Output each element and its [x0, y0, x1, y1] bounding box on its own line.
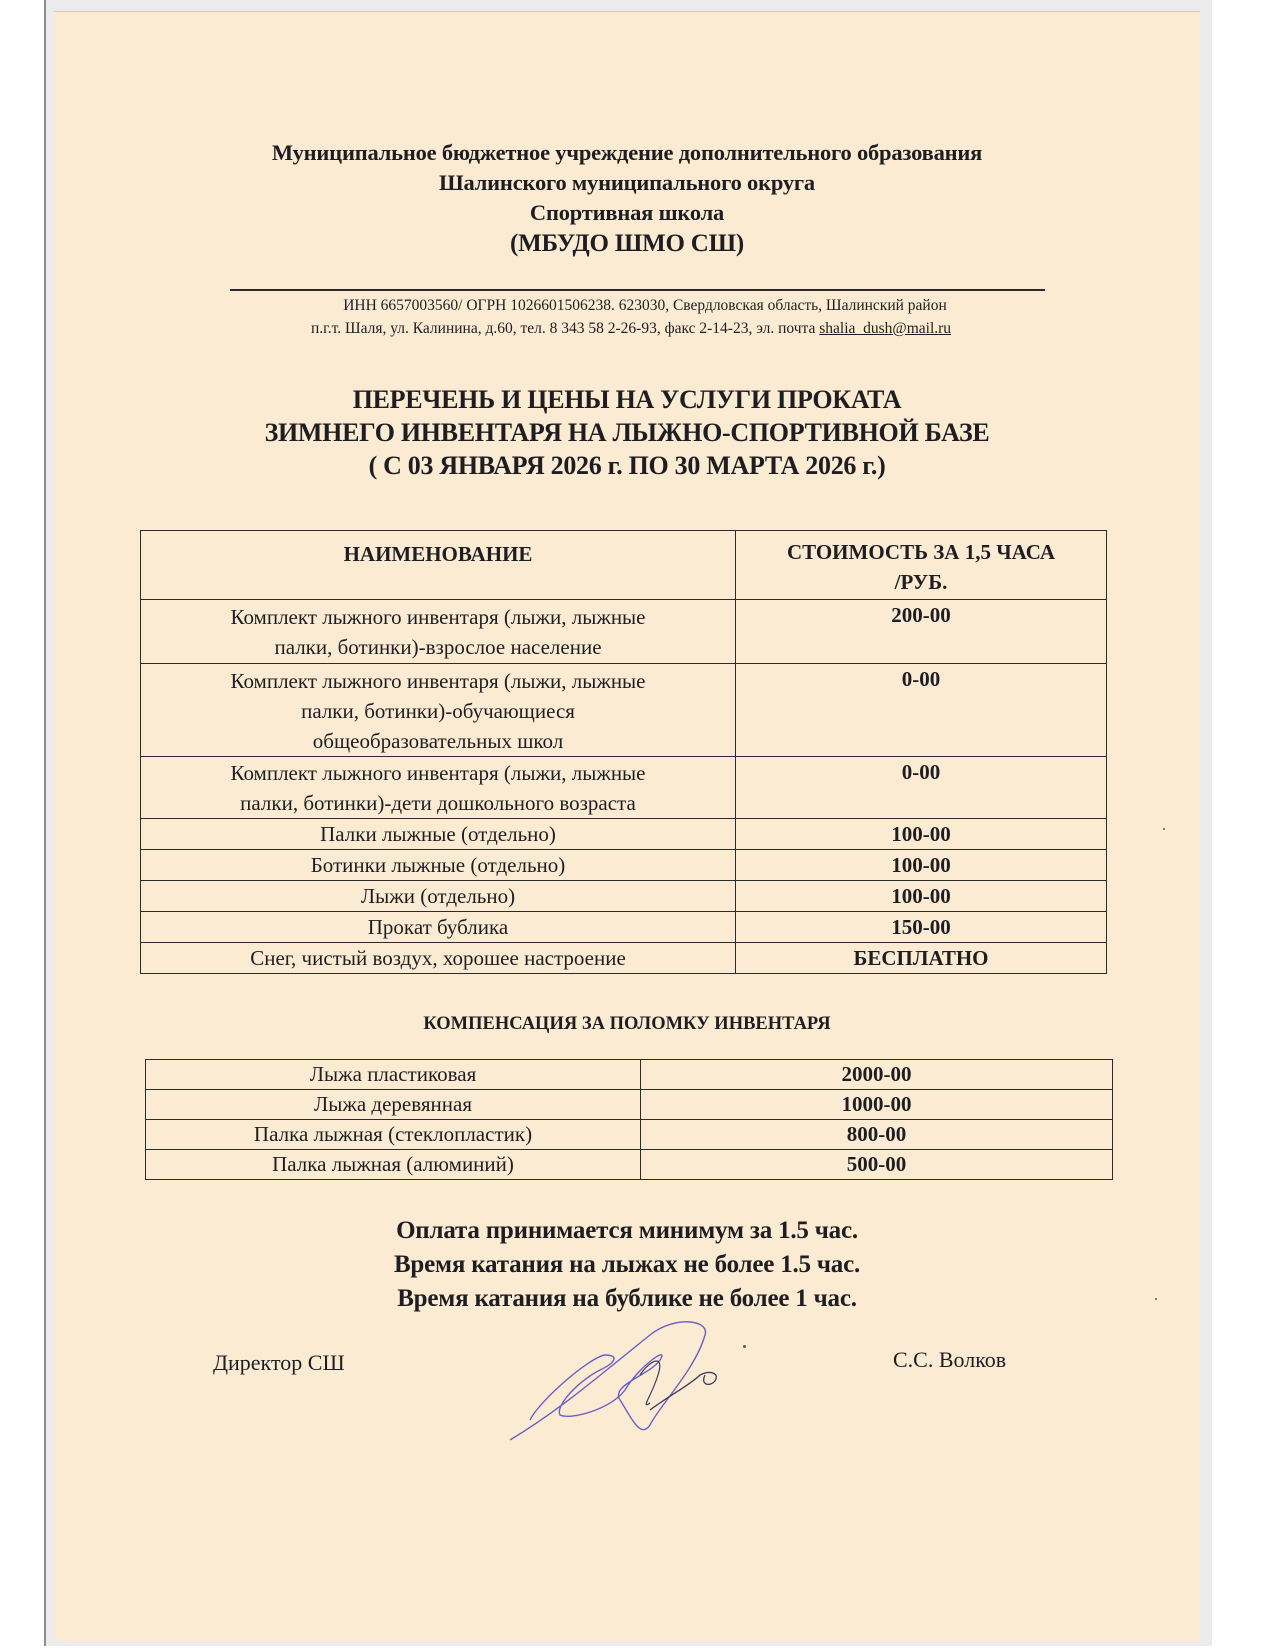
item-name-line: Комплект лыжного инвентаря (лыжи, лыжные	[230, 669, 646, 693]
header-price-line-2: /РУБ.	[894, 570, 948, 594]
item-price: 100-00	[736, 819, 1107, 850]
item-name: Палка лыжная (алюминий)	[146, 1150, 641, 1180]
header-price-line-1: СТОИМОСТЬ ЗА 1,5 ЧАСА	[786, 540, 1056, 564]
item-price: 0-00	[736, 664, 1107, 757]
scan-speck	[1163, 828, 1165, 830]
compensation-title: КОМПЕНСАЦИЯ ЗА ПОЛОМКУ ИНВЕНТАРЯ	[423, 1014, 831, 1034]
table-row	[141, 850, 1107, 881]
table-row	[146, 1150, 1113, 1180]
item-price: 2000-00	[641, 1060, 1113, 1090]
table-row	[141, 757, 1107, 819]
item-price: 150-00	[736, 912, 1107, 943]
item-name-line: палки, ботинки)-взрослое население	[274, 635, 602, 659]
note-line: Время катания на лыжах не более 1.5 час.	[393, 1251, 861, 1278]
item-price: 800-00	[641, 1120, 1113, 1150]
table-row	[146, 1060, 1113, 1090]
title-line-3: ( С 03 ЯНВАРЯ 2026 г. ПО 30 МАРТА 2026 г.)	[368, 451, 886, 480]
rental-notes	[54, 1214, 1200, 1316]
table-row	[141, 600, 1107, 664]
header-price	[736, 531, 1107, 600]
item-name-line: Комплект лыжного инвентаря (лыжи, лыжные	[230, 761, 646, 785]
item-price: 0-00	[736, 757, 1107, 819]
handwritten-signature-icon	[500, 1315, 760, 1445]
document-title	[54, 383, 1200, 482]
item-name-line: палки, ботинки)-обучающиеся	[301, 699, 575, 723]
table-row	[141, 819, 1107, 850]
note-line: Время катания на бублике не более 1 час.	[397, 1285, 857, 1312]
item-price: 1000-00	[641, 1090, 1113, 1120]
org-name-line-3: Спортивная школа	[529, 200, 725, 225]
contacts-line-2	[54, 317, 1200, 340]
header-name: НАИМЕНОВАНИЕ	[141, 531, 736, 600]
item-price: БЕСПЛАТНО	[736, 943, 1107, 974]
scan-speck	[1155, 1298, 1157, 1300]
org-name-line-2: Шалинского муниципального округа	[438, 170, 815, 195]
item-name-line: общеобразовательных школ	[312, 729, 564, 753]
item-name: Лыжа пластиковая	[146, 1060, 641, 1090]
item-price: 100-00	[736, 850, 1107, 881]
item-name: Лыжи (отдельно)	[141, 881, 736, 912]
email-link[interactable]: shalia_dush@mail.ru	[819, 320, 952, 337]
item-price: 500-00	[641, 1150, 1113, 1180]
item-name	[141, 757, 736, 819]
item-name-line: палки, ботинки)-дети дошкольного возраста	[240, 791, 636, 815]
table-row	[141, 912, 1107, 943]
contacts-line-1: ИНН 6657003560/ ОГРН 1026601506238. 623030, Свердловская область, Шалинский район	[343, 297, 947, 314]
contacts-address: п.г.т. Шаля, ул. Калинина, д.60, тел. 8 343 58 2-26-93, факс 2-14-23, эл. почта	[310, 320, 820, 337]
item-name: Лыжа деревянная	[146, 1090, 641, 1120]
item-name: Снег, чистый воздух, хорошее настроение	[141, 943, 736, 974]
item-name: Палки лыжные (отдельно)	[141, 819, 736, 850]
organization-header	[54, 138, 1200, 260]
title-line-2: ЗИМНЕГО ИНВЕНТАРЯ НА ЛЫЖНО-СПОРТИВНОЙ БАЗЕ	[264, 418, 990, 447]
item-name: Прокат бублика	[141, 912, 736, 943]
header-divider	[230, 289, 1045, 291]
table-header-row	[141, 531, 1107, 600]
item-name	[141, 600, 736, 664]
table-row	[146, 1090, 1113, 1120]
item-name	[141, 664, 736, 757]
item-name: Палка лыжная (стеклопластик)	[146, 1120, 641, 1150]
signatory-title: Директор СШ	[213, 1350, 345, 1375]
signatory-name: С.С. Волков	[893, 1347, 1007, 1372]
org-abbreviation: (МБУДО ШМО СШ)	[509, 230, 745, 257]
table-row	[141, 664, 1107, 757]
item-name: Ботинки лыжные (отдельно)	[141, 850, 736, 881]
scan-speck	[743, 1345, 746, 1348]
org-name-line-1: Муниципальное бюджетное учреждение дополнительного образования	[271, 140, 983, 165]
title-line-1: ПЕРЕЧЕНЬ И ЦЕНЫ НА УСЛУГИ ПРОКАТА	[352, 385, 902, 414]
table-row	[146, 1120, 1113, 1150]
item-price: 100-00	[736, 881, 1107, 912]
contact-details	[54, 294, 1200, 340]
item-price: 200-00	[736, 600, 1107, 664]
item-name-line: Комплект лыжного инвентаря (лыжи, лыжные	[230, 605, 646, 629]
note-line: Оплата принимается минимум за 1.5 час.	[396, 1217, 858, 1244]
rental-price-table	[140, 530, 1107, 974]
compensation-table	[145, 1059, 1113, 1180]
table-row	[141, 943, 1107, 974]
table-row	[141, 881, 1107, 912]
